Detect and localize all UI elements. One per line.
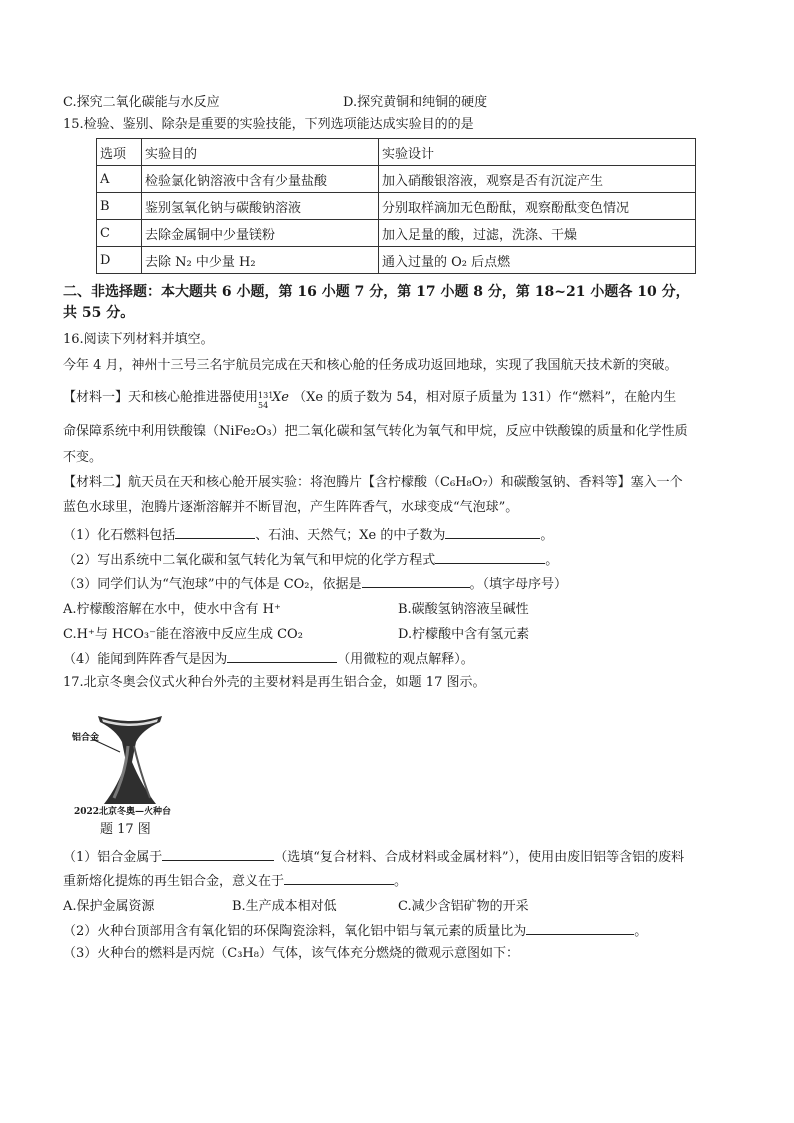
- cell-option: B: [97, 193, 142, 220]
- header-purpose: 实验目的: [142, 139, 379, 166]
- q17-option-c: C.减少含铝矿物的开采: [398, 899, 529, 914]
- q17-option-a: A.保护金属资源: [63, 899, 155, 914]
- q15-stem: 15.检验、鉴别、除杂是重要的实验技能，下列选项能达成实验目的的是: [63, 117, 474, 132]
- cell-design: 加入硝酸银溶液，观察是否有沉淀产生: [379, 166, 696, 193]
- answer-blank[interactable]: [227, 648, 337, 663]
- header-option: 选项: [97, 139, 142, 166]
- q16-stem: 16.阅读下列材料并填空。: [63, 332, 214, 347]
- q16-intro: 今年 4 月，神州十三号三名宇航员完成在天和核心舱的任务成功返回地球，实现了我国航天技术新的突破。: [63, 358, 678, 373]
- figure-caption: 2022北京冬奥—火种台: [74, 807, 172, 817]
- material1-text-b: （Xe 的质子数为 54，相对原子质量为 131）作“燃料”，在舱内生: [293, 390, 677, 405]
- q16-material1-line3: 不变。: [63, 450, 103, 465]
- torch-stand-figure: [70, 712, 190, 837]
- cell-option: D: [97, 247, 142, 274]
- q16-option-c: C.H⁺与 HCO₃⁻能在溶液中反应生成 CO₂: [63, 627, 303, 642]
- table-row: [97, 166, 696, 193]
- q16-option-a: A.柠檬酸溶解在水中，使水中含有 H⁺: [63, 602, 281, 617]
- option-d-prev: D.探究黄铜和纯铜的硬度: [343, 95, 488, 110]
- q16-part2: （2）写出系统中二氧化碳和氢气转化为氧气和甲烷的化学方程式 。: [63, 549, 558, 570]
- q16-option-b: B.碳酸氢钠溶液呈碱性: [398, 602, 529, 617]
- section2-heading-line2: 共 55 分。: [63, 305, 135, 321]
- q16-material2-line2: 蓝色水球里，泡腾片逐渐溶解并不断冒泡，产生阵阵香气，水球变成“气泡球”。: [63, 500, 519, 515]
- answer-blank[interactable]: [175, 524, 255, 539]
- header-design: 实验设计: [379, 139, 696, 166]
- table-row: [97, 193, 696, 220]
- q17-part2: （2）火种台顶部用含有氧化铝的环保陶瓷涂料，氧化铝中铝与氧元素的质量比为 。: [63, 920, 647, 941]
- cell-design: 通入过量的 O₂ 后点燃: [379, 247, 696, 274]
- table-header-row: [97, 139, 696, 166]
- cell-option: C: [97, 220, 142, 247]
- xe-symbol: Xe: [272, 390, 289, 405]
- q16-part4: （4）能闻到阵阵香气是因为 （用微粒的观点解释）。: [63, 648, 474, 669]
- cell-design: 分别取样滴加无色酚酞，观察酚酞变色情况: [379, 193, 696, 220]
- answer-blank[interactable]: [362, 573, 470, 588]
- answer-blank[interactable]: [435, 549, 545, 564]
- cell-purpose: 鉴别氢氧化钠与碳酸钠溶液: [142, 193, 379, 220]
- material1-text-a: 【材料一】天和核心舱推进器使用: [63, 390, 259, 405]
- answer-blank[interactable]: [445, 524, 540, 539]
- answer-blank[interactable]: [284, 870, 394, 885]
- q16-part1: （1）化石燃料包括 、石油、天然气；Xe 的中子数为 。: [63, 524, 553, 545]
- q16-material1-line2: 命保障系统中利用铁酸镍（NiFe₂O₃）把二氧化碳和氢气转化为氧气和甲烷，反应中铁酸镍的质量和化学性质: [63, 424, 688, 439]
- q16-part3: （3）同学们认为“气泡球”中的气体是 CO₂，依据是 。（填字母序号）: [63, 573, 567, 594]
- cell-purpose: 去除金属铜中少量镁粉: [142, 220, 379, 247]
- cell-option: A: [97, 166, 142, 193]
- q17-stem: 17.北京冬奥会仪式火种台外壳的主要材料是再生铝合金，如题 17 图示。: [63, 675, 486, 690]
- q17-part1-line1: （1）铝合金属于 （选填“复合材料、合成材料或金属材料”），使用由废旧铝等含铝的废料: [63, 846, 684, 867]
- q16-material2-line1: 【材料二】航天员在天和核心舱开展实验：将泡腾片【含柠檬酸（C₆H₈O₇）和碳酸氢钠、香料等】塞入一个: [63, 475, 683, 490]
- table-row: [97, 220, 696, 247]
- cell-purpose: 去除 N₂ 中少量 H₂: [142, 247, 379, 274]
- q17-part3: （3）火种台的燃料是丙烷（C₃H₈）气体，该气体充分燃烧的微观示意图如下：: [63, 946, 519, 961]
- xe-isotope: 131 54: [258, 391, 274, 410]
- q16-option-d: D.柠檬酸中含有氢元素: [398, 627, 530, 642]
- section2-heading-line1: 二、非选择题：本大题共 6 小题，第 16 小题 7 分，第 17 小题 8 分，第 18~21 小题各 10 分，: [63, 284, 690, 300]
- answer-blank[interactable]: [162, 846, 274, 861]
- q17-option-b: B.生产成本相对低: [232, 899, 337, 914]
- q17-part1-line2: 重新熔化提炼的再生铝合金，意义在于 。: [63, 870, 407, 891]
- table-row: [97, 247, 696, 274]
- answer-blank[interactable]: [526, 920, 634, 935]
- figure-title: 题 17 图: [100, 822, 151, 837]
- figure-label-alloy: 铝合金: [72, 733, 100, 743]
- q15-table: [96, 138, 696, 274]
- q16-material1-line1: [63, 389, 677, 410]
- option-c-prev: C.探究二氧化碳能与水反应: [63, 95, 220, 110]
- cell-design: 加入足量的酸，过滤，洗涤、干燥: [379, 220, 696, 247]
- cell-purpose: 检验氯化钠溶液中含有少量盐酸: [142, 166, 379, 193]
